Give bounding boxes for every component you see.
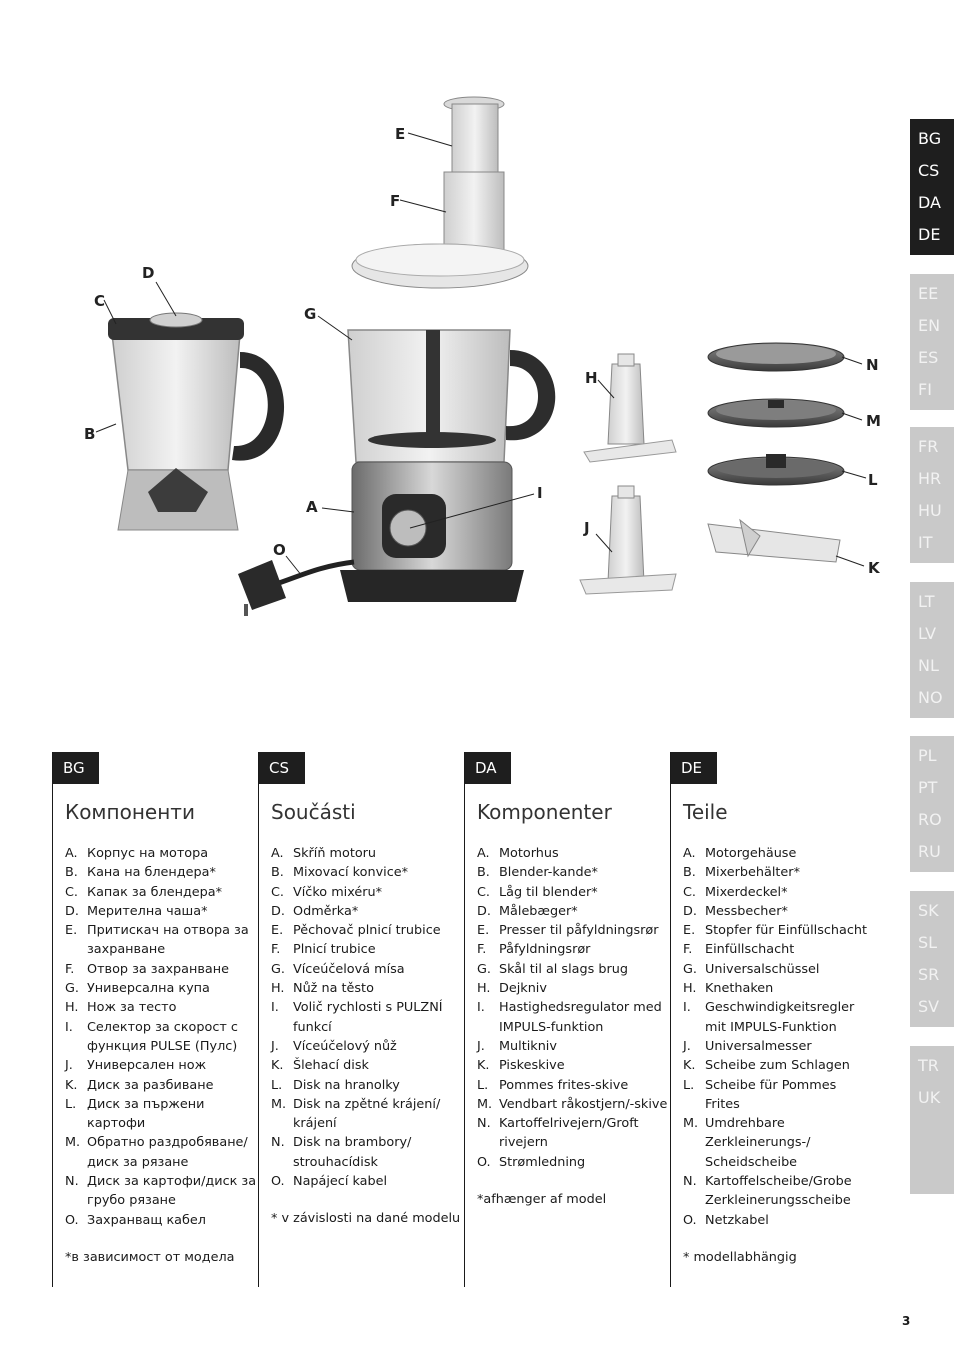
item-letter: H. — [683, 981, 697, 997]
language-tag: DA — [465, 752, 511, 784]
list-item — [683, 883, 875, 902]
item-text: Нож за тесто — [87, 1000, 177, 1016]
item-letter: J. — [65, 1058, 73, 1074]
item-letter: H. — [271, 981, 285, 997]
lang-tab-ro[interactable]: RO — [918, 810, 942, 829]
item-text: Pommes frites-skive — [499, 1077, 629, 1093]
item-letter: N. — [65, 1174, 79, 1190]
item-letter: F. — [477, 942, 487, 958]
list-item — [65, 844, 257, 863]
list-item — [477, 979, 669, 998]
list-item — [683, 1172, 875, 1211]
item-letter: K. — [477, 1058, 490, 1074]
reversible-slicing-disc — [708, 399, 844, 427]
item-text: Mixovací konvice* — [293, 865, 409, 881]
item-letter: F. — [271, 942, 281, 958]
page-number: 3 — [902, 1314, 911, 1328]
list-item — [683, 998, 875, 1037]
item-text: Knethaken — [705, 981, 774, 997]
item-text: Hastighedsregulator med IMPULS-funktion — [499, 1000, 662, 1035]
callout-d: D — [142, 264, 155, 282]
item-text: Disk na brambory/ strouhacídisk — [293, 1135, 412, 1170]
item-letter: K. — [65, 1077, 78, 1093]
list-item — [65, 863, 257, 882]
item-text: Обратно раздробяване/ диск за рязане — [87, 1135, 248, 1170]
item-text: Víceúčelový nůž — [293, 1038, 397, 1054]
item-letter: D. — [683, 903, 697, 919]
lang-group-7 — [910, 1046, 954, 1194]
list-item — [477, 960, 669, 979]
item-text: Scheibe für Pommes Frites — [705, 1077, 837, 1112]
item-text: Universalmesser — [705, 1038, 812, 1054]
lang-group-5 — [910, 736, 954, 872]
item-text: Stopfer für Einfüllschacht — [705, 923, 868, 939]
item-letter: N. — [683, 1174, 697, 1190]
item-letter: J. — [683, 1038, 691, 1054]
item-text: Presser til påfyldningsrør — [499, 923, 659, 939]
column-bg — [52, 752, 259, 1287]
list-item — [65, 1056, 257, 1075]
item-text: Blender-kande* — [499, 865, 598, 881]
list-item — [477, 940, 669, 959]
dough-blade — [584, 354, 676, 462]
item-text: Messbecher* — [705, 903, 788, 919]
lang-tab-sv[interactable]: SV — [918, 997, 940, 1016]
item-letter: A. — [65, 846, 78, 861]
list-item — [65, 1211, 257, 1230]
lang-tab-de[interactable]: DE — [918, 225, 941, 244]
callout-b: B — [84, 425, 96, 443]
multi-blade — [580, 486, 676, 594]
item-text: Мерителна чаша* — [87, 903, 208, 919]
callout-m: M — [866, 412, 881, 430]
item-text: Pěchovač plnicí trubice — [293, 923, 441, 939]
list-item — [271, 960, 463, 979]
item-letter: C. — [683, 884, 697, 900]
item-letter: I. — [477, 1000, 485, 1016]
list-item — [65, 1018, 257, 1057]
item-letter: G. — [65, 981, 79, 997]
list-item — [683, 921, 875, 940]
lang-tab-sr[interactable]: SR — [918, 965, 940, 984]
item-letter: M. — [65, 1135, 81, 1151]
callout-j: J — [584, 519, 590, 537]
item-letter: K. — [683, 1058, 696, 1074]
item-letter: L. — [477, 1077, 489, 1093]
item-letter: E. — [683, 923, 696, 939]
item-text: Multikniv — [499, 1038, 557, 1054]
item-letter: O. — [65, 1212, 79, 1228]
list-item — [271, 1172, 463, 1191]
item-text: Piskeskive — [499, 1058, 565, 1074]
item-text: Víceúčelová mísa — [293, 961, 405, 977]
universal-bowl — [348, 330, 555, 462]
item-letter: L. — [65, 1096, 77, 1112]
callout-i: I — [537, 484, 543, 502]
item-text: Netzkabel — [705, 1212, 769, 1228]
list-item — [271, 1037, 463, 1056]
list-item — [477, 902, 669, 921]
item-text: Odměrka* — [293, 903, 359, 919]
lang-tab-nl[interactable]: NL — [918, 656, 939, 675]
callout-e: E — [395, 125, 406, 143]
column-da — [464, 752, 671, 1287]
lang-tab-tr[interactable]: TR — [918, 1056, 939, 1075]
footnote: *в зависимост от модела — [65, 1250, 235, 1265]
list-item — [271, 902, 463, 921]
callout-a: A — [306, 498, 318, 516]
item-letter: B. — [271, 865, 284, 881]
footnote: *afhænger af model — [477, 1192, 607, 1207]
callout-f: F — [390, 192, 401, 210]
feed-tube-and-lid — [352, 172, 528, 288]
item-letter: D. — [271, 903, 285, 919]
item-letter: O. — [271, 1174, 285, 1190]
component-list — [477, 844, 669, 1172]
lang-group-2 — [910, 274, 954, 410]
item-text: Универсална купа — [87, 981, 210, 997]
item-letter: J. — [477, 1038, 485, 1054]
item-letter: F. — [65, 961, 75, 977]
list-item — [271, 1056, 463, 1075]
item-text: Scheibe zum Schlagen — [705, 1058, 850, 1074]
item-text: Mixerdeckel* — [705, 884, 788, 900]
item-text: Отвор за захранване — [87, 961, 229, 977]
item-text: Šlehací disk — [293, 1058, 369, 1074]
item-text: Motorhus — [499, 846, 559, 861]
list-item — [477, 1076, 669, 1095]
item-letter: G. — [683, 961, 697, 977]
callout-c: C — [94, 292, 106, 310]
list-item — [683, 960, 875, 979]
item-letter: N. — [271, 1135, 285, 1151]
item-text: Einfüllschacht — [705, 942, 795, 958]
list-item — [477, 883, 669, 902]
list-item — [477, 1153, 669, 1172]
lang-tab-pt[interactable]: PT — [918, 778, 938, 797]
item-text: Skříň motoru — [293, 846, 377, 861]
list-item — [683, 902, 875, 921]
item-text: Корпус на мотора — [87, 846, 209, 861]
item-letter: B. — [683, 865, 696, 881]
component-list — [683, 844, 875, 1230]
list-item — [271, 883, 463, 902]
potato-disc — [708, 343, 844, 371]
item-text: Plnicí trubice — [293, 942, 376, 958]
component-list — [65, 844, 257, 1230]
item-text: Захранващ кабел — [87, 1212, 206, 1228]
list-item — [683, 1114, 875, 1172]
item-text: Påfyldningsrør — [499, 942, 591, 958]
item-text: Strømledning — [499, 1154, 586, 1170]
item-text: Disk na hranolky — [293, 1077, 400, 1093]
lang-tab-it[interactable]: IT — [918, 533, 933, 552]
item-letter: B. — [65, 865, 78, 881]
item-letter: N. — [477, 1116, 491, 1132]
list-item — [477, 844, 669, 863]
lang-tab-hu[interactable]: HU — [918, 501, 942, 520]
item-text: Nůž na těsto — [293, 981, 374, 997]
item-text: Vendbart råkostjern/-skive — [499, 1096, 668, 1112]
item-text: Geschwindigkeitsregler mit IMPULS-Funktion — [705, 1000, 855, 1035]
item-letter: C. — [65, 884, 79, 900]
list-item — [683, 844, 875, 863]
language-tag: BG — [53, 752, 99, 784]
item-letter: K. — [271, 1058, 284, 1074]
item-letter: L. — [683, 1077, 695, 1093]
item-text: Víčko mixéru* — [293, 884, 383, 900]
section-title: Компоненти — [65, 800, 195, 824]
lang-tab-ee[interactable]: EE — [918, 284, 939, 303]
item-text: Диск за картофи/диск за грубо рязане — [87, 1174, 257, 1209]
lang-tab-pl[interactable]: PL — [918, 746, 937, 765]
lang-group-3 — [910, 427, 954, 563]
item-text: Dejkniv — [499, 981, 547, 997]
item-text: Селектор за скорост с функция PULSE (Пулс) — [87, 1019, 238, 1054]
callout-h: H — [585, 369, 598, 387]
list-item — [683, 979, 875, 998]
lang-tab-sl[interactable]: SL — [918, 933, 938, 952]
lang-tab-en[interactable]: EN — [918, 316, 941, 335]
item-letter: A. — [271, 846, 284, 861]
lang-tab-bg[interactable]: BG — [918, 129, 942, 148]
list-item — [65, 960, 257, 979]
footnote: * modellabhängig — [683, 1250, 797, 1265]
callout-g: G — [304, 305, 317, 323]
list-item — [683, 1056, 875, 1075]
item-text: Универсален нож — [87, 1058, 207, 1074]
lang-tab-uk[interactable]: UK — [918, 1088, 941, 1107]
item-letter: I. — [271, 1000, 279, 1016]
item-text: Kartoffelrivejern/Groft rivejern — [499, 1116, 639, 1151]
item-text: Låg til blender* — [499, 884, 598, 900]
list-item — [271, 844, 463, 863]
item-letter: O. — [477, 1154, 491, 1170]
item-text: Universalschüssel — [705, 961, 820, 977]
item-text: Napájecí kabel — [293, 1174, 388, 1190]
lang-tab-da[interactable]: DA — [918, 193, 941, 212]
item-letter: E. — [477, 923, 490, 939]
list-item — [65, 1172, 257, 1211]
item-letter: D. — [477, 903, 491, 919]
list-item — [477, 1095, 669, 1114]
item-text: Кана на блендера* — [87, 865, 216, 881]
list-item — [683, 1211, 875, 1230]
item-text: Kartoffelscheibe/Grobe Zerkleinerungsscheibe — [705, 1174, 852, 1209]
callout-n: N — [866, 356, 879, 374]
lang-tab-lt[interactable]: LT — [918, 592, 935, 611]
list-item — [477, 921, 669, 940]
item-letter: M. — [271, 1096, 287, 1112]
list-item — [65, 1076, 257, 1095]
lang-tab-hr[interactable]: HR — [918, 469, 942, 488]
column-de — [670, 752, 877, 1287]
list-item — [65, 1133, 257, 1172]
list-item — [271, 979, 463, 998]
item-text: Umdrehbare Zerkleinerungs-/ Scheidscheibe — [705, 1116, 811, 1170]
list-item — [65, 1095, 257, 1134]
item-letter: O. — [683, 1212, 697, 1228]
item-letter: A. — [477, 846, 490, 861]
section-title: Komponenter — [477, 800, 612, 824]
list-item — [271, 863, 463, 882]
lang-tab-es[interactable]: ES — [918, 348, 939, 367]
item-letter: E. — [65, 923, 78, 939]
whisking-disc — [708, 520, 840, 562]
item-letter: F. — [683, 942, 693, 958]
list-item — [477, 863, 669, 882]
item-text: Mixerbehälter* — [705, 865, 800, 881]
lang-group-1 — [910, 119, 954, 255]
lang-tab-fr[interactable]: FR — [918, 437, 939, 456]
lang-tab-cs[interactable]: CS — [918, 161, 940, 180]
list-item — [271, 1133, 463, 1172]
item-letter: G. — [477, 961, 491, 977]
column-cs — [258, 752, 465, 1287]
component-list — [271, 844, 463, 1191]
callout-l: L — [868, 471, 878, 489]
list-item — [477, 1056, 669, 1075]
list-item — [271, 940, 463, 959]
callout-k: K — [868, 559, 880, 577]
lang-tab-ru[interactable]: RU — [918, 842, 941, 861]
item-letter: D. — [65, 903, 79, 919]
item-text: Målebæger* — [499, 903, 578, 919]
lang-tab-lv[interactable]: LV — [918, 624, 937, 643]
item-text: Volič rychlosti s PULZNÍ funkcí — [293, 1000, 443, 1035]
item-letter: I. — [65, 1019, 73, 1035]
list-item — [65, 921, 257, 960]
blender-jug — [108, 313, 284, 530]
item-letter: L. — [271, 1077, 283, 1093]
item-letter: J. — [271, 1038, 279, 1054]
list-item — [477, 998, 669, 1037]
item-text: Disk na zpětné krájení/ krájení — [293, 1096, 441, 1132]
item-text: Диск за разбиване — [87, 1077, 214, 1093]
item-letter: E. — [271, 923, 284, 939]
footnote: * v závislosti na dané modelu — [271, 1211, 461, 1226]
item-letter: A. — [683, 846, 696, 861]
section-title: Teile — [683, 800, 728, 824]
lang-tab-sk[interactable]: SK — [918, 901, 939, 920]
item-text: Притискач на отвора за захранване — [87, 923, 249, 958]
list-item — [477, 1037, 669, 1056]
language-tag: DE — [671, 752, 717, 784]
item-text: Диск за пържени картофи — [87, 1096, 205, 1132]
list-item — [683, 1037, 875, 1056]
item-text: Skål til al slags brug — [499, 961, 628, 977]
lang-group-4 — [910, 582, 954, 718]
item-letter: M. — [683, 1116, 699, 1132]
lang-tab-fi[interactable]: FI — [918, 380, 932, 399]
list-item — [683, 940, 875, 959]
list-item — [271, 998, 463, 1037]
list-item — [271, 921, 463, 940]
list-item — [271, 1076, 463, 1095]
item-text: Капак за блендера* — [87, 884, 223, 900]
item-letter: G. — [271, 961, 285, 977]
item-letter: C. — [477, 884, 491, 900]
list-item — [683, 863, 875, 882]
french-fries-disc — [708, 454, 844, 485]
item-letter: I. — [683, 1000, 691, 1016]
list-item — [65, 883, 257, 902]
item-letter: H. — [477, 981, 491, 997]
item-letter: M. — [477, 1096, 493, 1112]
section-title: Součásti — [271, 800, 356, 824]
list-item — [683, 1076, 875, 1115]
lang-group-6 — [910, 891, 954, 1027]
list-item — [65, 902, 257, 921]
lang-tab-no[interactable]: NO — [918, 688, 943, 707]
list-item — [477, 1114, 669, 1153]
feed-tube-pusher — [444, 97, 504, 176]
motor-housing — [340, 462, 524, 602]
item-text: Motorgehäuse — [705, 846, 797, 861]
language-tag: CS — [259, 752, 305, 784]
list-item — [65, 998, 257, 1017]
list-item — [65, 979, 257, 998]
list-item — [271, 1095, 463, 1134]
item-letter: C. — [271, 884, 285, 900]
callout-o: O — [273, 541, 286, 559]
item-letter: H. — [65, 1000, 79, 1016]
item-letter: B. — [477, 865, 490, 881]
